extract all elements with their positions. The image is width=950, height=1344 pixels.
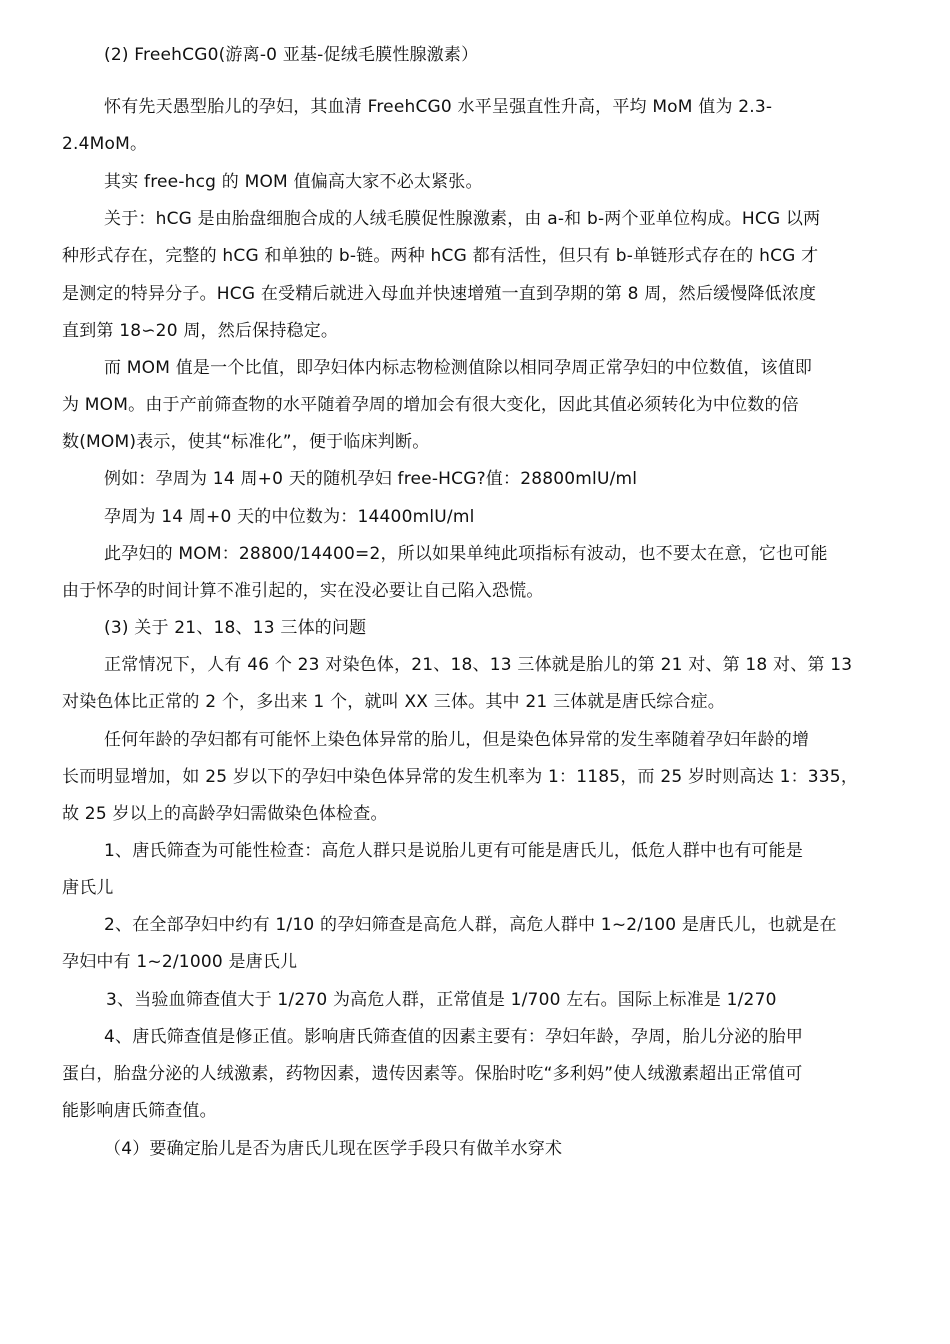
paragraph-line: 孕妇中有 1~2/1000 是唐氏儿 [62, 952, 298, 972]
paragraph-line: 长而明显增加，如 25 岁以下的孕妇中染色体异常的发生机率为 1：1185，而 25 岁时则高达 1：335， [62, 767, 859, 787]
paragraph-line: 由于怀孕的时间计算不准引起的，实在没必要让自己陷入恐慌。 [62, 581, 544, 601]
list-item-2: 2、在全部孕妇中约有 1/10 的孕妇筛查是高危人群，高危人群中 1~2/100 是唐氏儿，也就是在 [104, 915, 837, 935]
paragraph-line: 关于：hCG 是由胎盘细胞合成的人绒毛膜促性腺激素，由 a-和 b-两个亚单位构成。HCG 以两 [104, 209, 821, 229]
list-item-3: 3、当验血筛查值大于 1/270 为高危人群，正常值是 1/700 左右。国际上标准是 1/270 [106, 990, 777, 1010]
paragraph-line: 孕周为 14 周+0 天的中位数为：14400mlU/ml [104, 507, 475, 527]
paragraph-line: 唐氏儿 [62, 878, 114, 898]
paragraph-line: 能影响唐氏筛查值。 [62, 1101, 217, 1121]
paragraph-line: 为 MOM。由于产前筛查物的水平随着孕周的增加会有很大变化，因此其值必须转化为中位数的倍 [62, 395, 799, 415]
paragraph-line: 对染色体比正常的 2 个，多出来 1 个，就叫 XX 三体。其中 21 三体就是唐氏综合症。 [62, 692, 725, 712]
section-heading-2: (2) FreehCG0(游离-0 亚基-促绒毛膜性腺激素） [104, 45, 479, 65]
paragraph-line: 故 25 岁以上的高龄孕妇需做染色体检查。 [62, 804, 388, 824]
section-heading-4: （4）要确定胎儿是否为唐氏儿现在医学手段只有做羊水穿术 [104, 1139, 563, 1159]
paragraph-line: 例如：孕周为 14 周+0 天的随机孕妇 free-HCG?值：28800mlU/ml [104, 469, 638, 489]
paragraph-line: 2.4MoM。 [62, 134, 148, 154]
paragraph-line: 怀有先天愚型胎儿的孕妇，其血清 FreehCG0 水平呈强直性升高，平均 MoM 值为 2.3- [104, 97, 773, 117]
paragraph-line: 正常情况下，人有 46 个 23 对染色体，21、18、13 三体就是胎儿的第 21 对、第 18 对、第 13 [104, 655, 853, 675]
paragraph-line: 而 MOM 值是一个比值，即孕妇体内标志物检测值除以相同孕周正常孕妇的中位数值，该值即 [104, 358, 813, 378]
paragraph-line: 数(MOM)表示，使其“标准化”，便于临床判断。 [62, 432, 430, 452]
paragraph-line: 种形式存在，完整的 hCG 和单独的 b-链。两种 hCG 都有活性，但只有 b-单链形式存在的 hCG 才 [62, 246, 819, 266]
paragraph-line: 直到第 18∽20 周，然后保持稳定。 [62, 321, 339, 341]
paragraph-line: 蛋白，胎盘分泌的人绒激素，药物因素，遗传因素等。保胎时吃“多利妈”使人绒激素超出正常值可 [62, 1064, 803, 1084]
list-item-4: 4、唐氏筛查值是修正值。影响唐氏筛查值的因素主要有：孕妇年龄，孕周，胎儿分泌的胎甲 [104, 1027, 804, 1047]
section-heading-3: (3) 关于 21、18、13 三体的问题 [104, 618, 367, 638]
paragraph-line: 此孕妇的 MOM：28800/14400=2，所以如果单纯此项指标有波动，也不要太在意，它也可能 [104, 544, 828, 564]
list-item-1: 1、唐氏筛查为可能性检查：高危人群只是说胎儿更有可能是唐氏儿，低危人群中也有可能是 [104, 841, 804, 861]
paragraph-line: 其实 free-hcg 的 MOM 值偏高大家不必太紧张。 [104, 172, 483, 192]
paragraph-line: 任何年龄的孕妇都有可能怀上染色体异常的胎儿，但是染色体异常的发生率随着孕妇年龄的增 [104, 730, 810, 750]
paragraph-line: 是测定的特异分子。HCG 在受精后就进入母血并快速增殖一直到孕期的第 8 周，然后缓慢降低浓度 [62, 284, 817, 304]
